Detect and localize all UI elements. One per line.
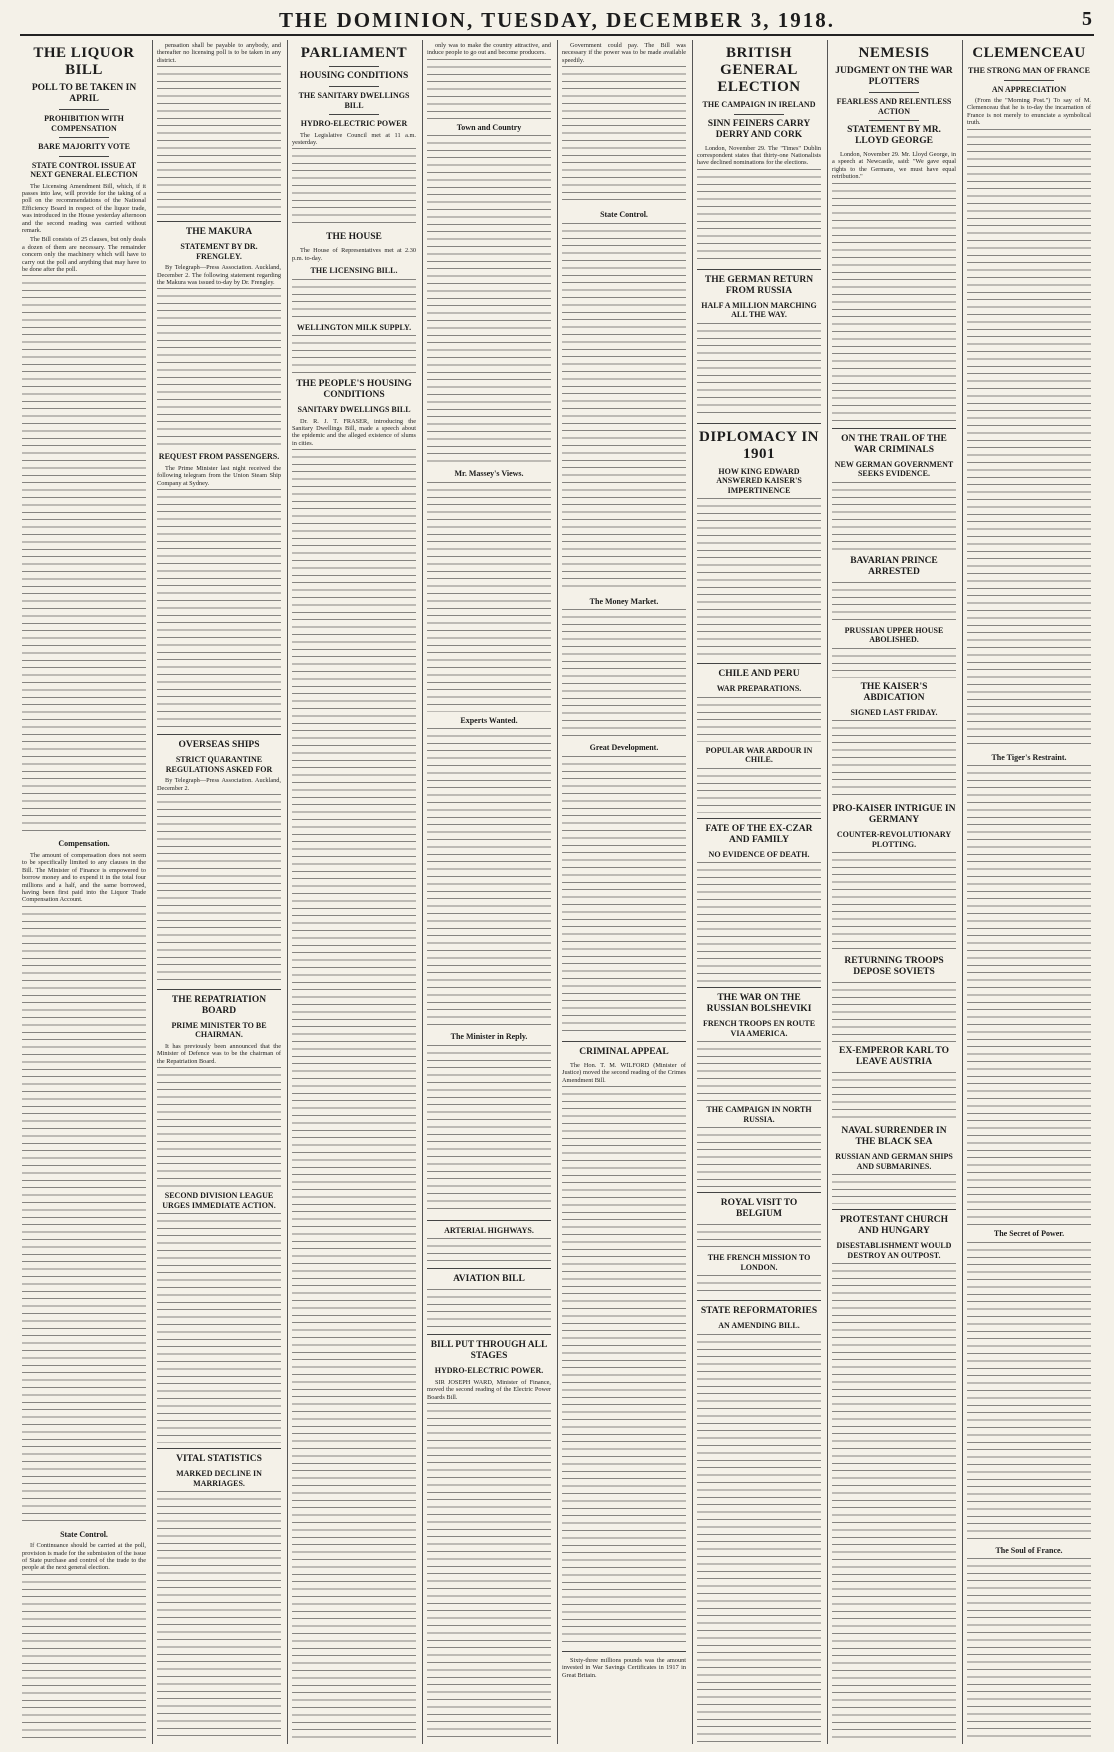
article-paragraph: pensation shall be payable to anybody, and thereafter no licensing poll is to be taken in any district. <box>157 42 281 64</box>
article-paragraph: London, November 29. The "Times" Dublin correspondent states that thirty-one Nationalists have declined nominations for the elections. <box>697 144 821 167</box>
divider <box>869 120 919 121</box>
section-heading: Compensation. <box>58 839 110 849</box>
column-rule <box>422 40 423 1744</box>
article-paragraph: The House of Representatives met at 2.30 p.m. to-day. <box>292 247 416 262</box>
body-text-lines <box>832 582 956 622</box>
column-5 <box>562 42 686 1742</box>
section-heading: Mr. Massey's Views. <box>454 469 524 479</box>
body-text-lines <box>697 498 821 658</box>
divider <box>562 1041 686 1042</box>
body-text-lines <box>427 59 551 119</box>
subheadline: THE CAMPAIGN IN IRELAND <box>702 100 816 109</box>
subheadline: RUSSIAN AND GERMAN SHIPS AND SUBMARINES. <box>835 1152 953 1171</box>
body-text-lines <box>22 1574 146 1742</box>
article-paragraph: The Legislative Council met at 11 a.m. yesterday. <box>292 131 416 146</box>
headline: CRIMINAL APPEAL <box>579 1046 669 1057</box>
body-text-lines <box>697 1127 821 1187</box>
body-text-lines <box>832 852 956 952</box>
body-text-lines <box>157 1067 281 1187</box>
divider <box>562 1651 686 1652</box>
headline: ROYAL VISIT TO BELGIUM <box>720 1198 798 1220</box>
column-8 <box>967 42 1091 1742</box>
body-text-lines <box>427 1045 551 1215</box>
divider <box>697 1300 821 1301</box>
article-paragraph: The Licensing Amendment Bill, which, if it passes into law, will provide for the taking of a poll on the recommendations of the National Efficiency Board in respect of the liquor trade, was introduced in the House yesterday afternoon and the second reading was carried without remark. <box>22 182 146 234</box>
headline: RETURNING TROOPS DEPOSE SOVIETS <box>844 956 944 978</box>
section-heading: The Money Market. <box>589 596 659 606</box>
article-paragraph: Dr. R. J. T. FRASER, introducing the Sanitary Dwellings Bill, made a speech about the epidemic and the alleged existence of slums in cities. <box>292 417 416 447</box>
subheadline: POPULAR WAR ARDOUR IN CHILE. <box>705 745 813 765</box>
body-text-lines <box>427 135 551 465</box>
body-text-lines <box>832 1072 956 1122</box>
article-paragraph: The Bill consists of 25 clauses, but only deals a dozen of them are necessary. The remainder concern only the machinery which will have to carry out the poll and anything that may have to be done after the poll. <box>22 236 146 273</box>
body-text-lines <box>562 1086 686 1646</box>
section-heading: THE PEOPLE'S HOUSING CONDITIONS <box>296 379 412 401</box>
subheadline: THE CAMPAIGN IN NORTH RUSSIA. <box>706 1105 812 1124</box>
headline: DIPLOMACY IN 1901 <box>698 428 820 462</box>
divider <box>697 818 821 819</box>
article-paragraph: The amount of compensation does not seem to be specifically limited to any clauses in the Bill. The Minister of Finance is empowered to borrow money and to expend it in the total four millions and a half, and the same borrowed, having been first paid into the Liquor Trade Compensation Account. <box>22 851 146 904</box>
headline: THE LIQUOR BILL <box>33 45 135 78</box>
body-text-lines <box>697 1041 821 1101</box>
headline: ON THE TRAIL OF THE WAR CRIMINALS <box>841 433 947 455</box>
column-rule <box>152 40 153 1744</box>
subheadline: STRICT QUARANTINE REGULATIONS ASKED FOR <box>165 755 273 774</box>
body-text-lines <box>427 1289 551 1329</box>
section-heading: State Control. <box>600 210 648 220</box>
newspaper-title: THE DOMINION, TUESDAY, DECEMBER 3, 1918. <box>279 8 835 32</box>
subheadline: HALF A MILLION MARCHING ALL THE WAY. <box>701 300 817 320</box>
subheadline: PROHIBITION WITH COMPENSATION <box>44 114 124 133</box>
subheadline: THE STRONG MAN OF FRANCE <box>968 66 1090 75</box>
body-text-lines <box>697 862 821 982</box>
subheadline: REQUEST FROM PASSENGERS. <box>158 452 280 462</box>
body-text-lines <box>157 288 281 448</box>
headline: BILL PUT THROUGH ALL STAGES <box>430 1340 548 1362</box>
column-6 <box>697 42 821 1742</box>
body-text-lines <box>832 720 956 800</box>
headline: NAVAL SURRENDER IN THE BLACK SEA <box>841 1126 947 1148</box>
subheadline: FEARLESS AND RELENTLESS ACTION <box>836 97 952 116</box>
body-text-lines <box>22 275 146 835</box>
body-text-lines <box>697 1334 821 1742</box>
subheadline: SECOND DIVISION LEAGUE URGES IMMEDIATE ACTION. <box>162 1191 276 1210</box>
divider <box>697 423 821 424</box>
column-rule <box>827 40 828 1744</box>
body-text-lines <box>832 982 956 1042</box>
subheadline: NEW GERMAN GOVERNMENT SEEKS EVIDENCE. <box>834 459 954 479</box>
column-7 <box>832 42 956 1742</box>
headline: CLEMENCEAU <box>972 45 1086 61</box>
divider <box>329 66 379 67</box>
subheadline: AN AMENDING BILL. <box>718 1321 800 1331</box>
page-number: 5 <box>1082 8 1092 30</box>
divider <box>697 987 821 988</box>
headline: PRO-KAISER INTRIGUE IN GERMANY <box>832 804 956 826</box>
section-heading: State Control. <box>60 1529 108 1539</box>
article-paragraph: If Continuance should be carried at the poll, provision is made for the submission of the issue of State purchase and control of the trade to the people at the next general election. <box>22 1542 146 1572</box>
body-text-lines <box>562 756 686 1036</box>
divider <box>157 989 281 990</box>
subheadline: HYDRO-ELECTRIC POWER <box>300 119 408 128</box>
body-text-lines <box>292 279 416 319</box>
body-text-lines <box>292 335 416 375</box>
divider <box>427 1220 551 1221</box>
subheadline: COUNTER-REVOLUTIONARY PLOTTING. <box>836 830 952 849</box>
section-heading: THE HOUSE <box>326 232 382 243</box>
body-text-lines <box>562 609 686 739</box>
body-text-lines <box>697 697 821 742</box>
subheadline: HOW KING EDWARD ANSWERED KAISER'S IMPERTINENCE <box>716 466 802 495</box>
subheadline: NO EVIDENCE OF DEATH. <box>708 849 810 859</box>
article-paragraph: (From the "Morning Post.") To say of M. Clemenceau that he is to-day the incarnation of France is not merely to enunciate a symbolical truth. <box>967 97 1091 127</box>
headline: EX-EMPEROR KARL TO LEAVE AUSTRIA <box>839 1046 949 1068</box>
divider <box>59 156 109 157</box>
article-paragraph: Sixty-three millions pounds was the amount invested in War Savings Certificates in 1917 in Great Britain. <box>562 1656 686 1679</box>
headline: THE GERMAN RETURN FROM RUSSIA <box>704 274 814 296</box>
body-text-lines <box>292 449 416 1742</box>
headline: PARLIAMENT <box>300 45 408 61</box>
article-paragraph: By Telegraph—Press Association. Auckland, December 2. <box>157 777 281 792</box>
body-text-lines <box>697 1275 821 1295</box>
subheadline: HOUSING CONDITIONS <box>299 71 409 81</box>
article-paragraph: It has previously been announced that the Minister of Defence was to be the chairman of the Repatriation Board. <box>157 1042 281 1065</box>
section-heading: Great Development. <box>589 743 659 753</box>
body-text-lines <box>832 482 956 552</box>
subheadline: PRIME MINISTER TO BE CHAIRMAN. <box>171 1020 267 1040</box>
subheadline: AN APPRECIATION <box>991 84 1067 94</box>
body-text-lines <box>832 1263 956 1742</box>
subheadline: WAR PREPARATIONS. <box>716 684 802 694</box>
subheadline: STATEMENT BY DR. FRENGLEY. <box>180 242 258 261</box>
body-text-lines <box>697 768 821 813</box>
column-3 <box>292 42 416 1742</box>
subheadline: SIGNED LAST FRIDAY. <box>850 707 938 717</box>
subheadline: MARKED DECLINE IN MARRIAGES. <box>176 1469 262 1488</box>
headline: BAVARIAN PRINCE ARRESTED <box>850 555 938 577</box>
article-paragraph: By Telegraph—Press Association. Auckland, December 2. The following statement regarding the Makura was issued to-day by Dr. Frengley. <box>157 264 281 287</box>
headline: VITAL STATISTICS <box>176 1454 262 1465</box>
article-paragraph: The Prime Minister last night received the following telegram from the Union Steam Ship Company at Sydney. <box>157 464 281 487</box>
headline: NEMESIS <box>858 45 930 61</box>
headline: THE MAKURA <box>185 227 253 238</box>
divider <box>1004 80 1054 81</box>
article-paragraph: only was to make the country attractive, and induce people to go out and become producers. <box>427 42 551 57</box>
body-text-lines <box>157 1213 281 1443</box>
headline: THE WAR ON THE RUSSIAN BOLSHEVIKI <box>706 993 812 1015</box>
body-text-lines <box>562 223 686 593</box>
article-paragraph: London, November 29. Mr. Lloyd George, in a speech at Newcastle, said: "We gave equal rights to the Germans, we must have equal retribution." <box>832 151 956 181</box>
section-heading: Experts Wanted. <box>460 715 518 725</box>
subheadline: STATE CONTROL ISSUE AT NEXT GENERAL ELECTION <box>30 160 138 179</box>
headline: THE REPATRIATION BOARD <box>171 994 267 1016</box>
section-heading: The Soul of France. <box>995 1545 1063 1555</box>
body-text-lines <box>427 728 551 1028</box>
masthead <box>20 8 1094 36</box>
headline: BRITISH GENERAL ELECTION <box>717 45 801 95</box>
divider <box>59 137 109 138</box>
body-text-lines <box>967 1558 1091 1742</box>
divider <box>157 734 281 735</box>
article-paragraph: Government could pay. The Bill was necessary if the power was to be made available speedily. <box>562 42 686 64</box>
column-1 <box>22 42 146 1742</box>
body-text-lines <box>967 1242 1091 1542</box>
divider <box>697 663 821 664</box>
subheadline: FRENCH TROOPS EN ROUTE VIA AMERICA. <box>702 1019 816 1038</box>
body-text-lines <box>157 66 281 216</box>
column-rule <box>557 40 558 1744</box>
body-text-lines <box>832 1174 956 1204</box>
divider <box>329 86 379 87</box>
body-text-lines <box>157 794 281 984</box>
subheadline: JUDGMENT ON THE WAR PLOTTERS <box>835 66 953 87</box>
headline: PROTESTANT CHURCH AND HUNGARY <box>839 1215 949 1237</box>
column-rule <box>287 40 288 1744</box>
subheadline: SINN FEINERS CARRY DERRY AND CORK <box>707 118 811 140</box>
body-text-lines <box>697 1224 821 1249</box>
article-paragraph: The Hon. T. M. WILFORD (Minister of Justice) moved the second reading of the Crimes Amendment Bill. <box>562 1061 686 1084</box>
section-heading: WELLINGTON MILK SUPPLY. <box>296 322 412 332</box>
headline: STATE REFORMATORIES <box>700 1306 818 1317</box>
article-paragraph: SIR JOSEPH WARD, Minister of Finance, moved the second reading of the Electric Power Boards Bill. <box>427 1378 551 1401</box>
column-rule <box>962 40 963 1744</box>
subheadline: STATEMENT BY MR. LLOYD GEORGE <box>847 125 941 146</box>
section-heading: THE LICENSING BILL. <box>310 266 398 276</box>
body-text-lines <box>427 1403 551 1742</box>
headline: OVERSEAS SHIPS <box>178 740 260 751</box>
divider <box>734 114 784 115</box>
section-heading: The Minister in Reply. <box>450 1032 528 1042</box>
column-rule <box>692 40 693 1744</box>
column-2 <box>157 42 281 1742</box>
body-text-lines <box>292 148 416 228</box>
headline: ARTERIAL HIGHWAYS. <box>444 1225 534 1235</box>
subheadline: THE SANITARY DWELLINGS BILL <box>298 91 410 110</box>
body-text-lines <box>562 66 686 206</box>
divider <box>157 1448 281 1449</box>
body-text-lines <box>967 765 1091 1225</box>
subheadline: POLL TO BE TAKEN IN APRIL <box>31 83 137 104</box>
section-heading: The Tiger's Restraint. <box>991 752 1067 762</box>
body-text-lines <box>427 1238 551 1263</box>
body-text-lines <box>967 129 1091 749</box>
body-text-lines <box>697 169 821 264</box>
body-text-lines <box>157 489 281 729</box>
body-text-lines <box>832 648 956 678</box>
divider <box>697 1192 821 1193</box>
divider <box>59 109 109 110</box>
divider <box>427 1268 551 1269</box>
divider <box>157 221 281 222</box>
headline: CHILE AND PERU <box>718 669 800 680</box>
subheadline: SANITARY DWELLINGS BILL <box>297 405 411 415</box>
body-text-lines <box>157 1491 281 1742</box>
divider <box>832 428 956 429</box>
subheadline: DISESTABLISHMENT WOULD DESTROY AN OUTPOST. <box>836 1241 952 1260</box>
section-heading: The Secret of Power. <box>993 1229 1065 1239</box>
subheadline: HYDRO-ELECTRIC POWER. <box>434 1366 544 1376</box>
headline: FATE OF THE EX-CZAR AND FAMILY <box>705 823 813 845</box>
section-heading: Town and Country <box>456 122 522 132</box>
divider <box>329 114 379 115</box>
divider <box>869 92 919 93</box>
column-4 <box>427 42 551 1742</box>
body-text-lines <box>697 323 821 418</box>
body-text-lines <box>832 183 956 423</box>
divider <box>832 1209 956 1210</box>
body-text-lines <box>22 906 146 1526</box>
headline: THE KAISER'S ABDICATION <box>860 681 928 703</box>
headline: AVIATION BILL <box>453 1274 525 1285</box>
divider <box>427 1334 551 1335</box>
body-text-lines <box>427 482 551 712</box>
subheadline: BARE MAJORITY VOTE <box>38 142 130 151</box>
subheadline: THE FRENCH MISSION TO LONDON. <box>707 1253 811 1272</box>
subheadline: PRUSSIAN UPPER HOUSE ABOLISHED. <box>844 625 944 645</box>
divider <box>697 269 821 270</box>
